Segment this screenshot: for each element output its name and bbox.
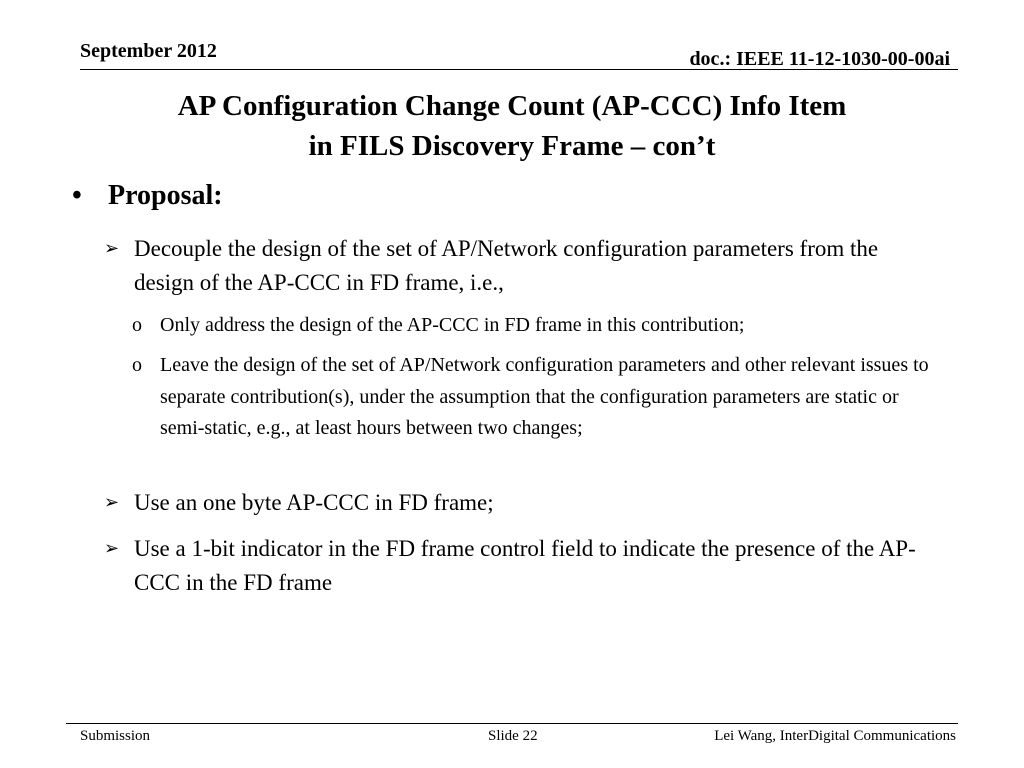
arrow-bullet-icon: ➢ <box>104 492 120 513</box>
sub-item-leave-design <box>132 350 932 445</box>
list-item-text: Use an one byte AP-CCC in FD frame; <box>134 490 494 515</box>
arrow-bullet-icon: ➢ <box>104 538 120 559</box>
sub-item-text: Leave the design of the set of AP/Network configuration parameters and other relevant issues to separate contribution(s), under the assumption that the configuration parameters are static or semi-static, e.g., at least hours between two changes; <box>160 354 929 439</box>
footer-submission: Submission <box>80 728 151 744</box>
header-doc-id: doc.: IEEE 11-12-1030-00-00ai <box>689 48 950 70</box>
circle-bullet-icon: o <box>132 314 142 336</box>
sub-item-only-address <box>132 310 932 342</box>
sub-item-text: Only address the design of the AP-CCC in FD frame in this contribution; <box>160 314 745 336</box>
proposal-heading: Proposal: <box>108 180 223 211</box>
list-item-one-byte <box>104 486 924 520</box>
footer-author: Lei Wang, InterDigital Communications <box>714 728 956 744</box>
list-item-decouple <box>104 232 924 300</box>
arrow-bullet-icon: ➢ <box>104 238 120 259</box>
slide-title-line-1: AP Configuration Change Count (AP-CCC) Info Item <box>177 90 847 122</box>
circle-bullet-icon: o <box>132 354 142 376</box>
slide-title-line-2: in FILS Discovery Frame – con’t <box>308 130 716 162</box>
list-item-text: Use a 1-bit indicator in the FD frame control field to indicate the presence of the AP-CCC in the FD frame <box>134 536 916 595</box>
bullet-icon: • <box>72 180 82 211</box>
header-date: September 2012 <box>80 40 217 62</box>
footer-slide-number: Slide 22 <box>488 728 538 744</box>
list-item-text: Decouple the design of the set of AP/Network configuration parameters from the design of the AP-CCC in FD frame, i.e., <box>134 236 879 295</box>
list-item-indicator <box>104 532 924 600</box>
footer-divider <box>66 723 958 724</box>
